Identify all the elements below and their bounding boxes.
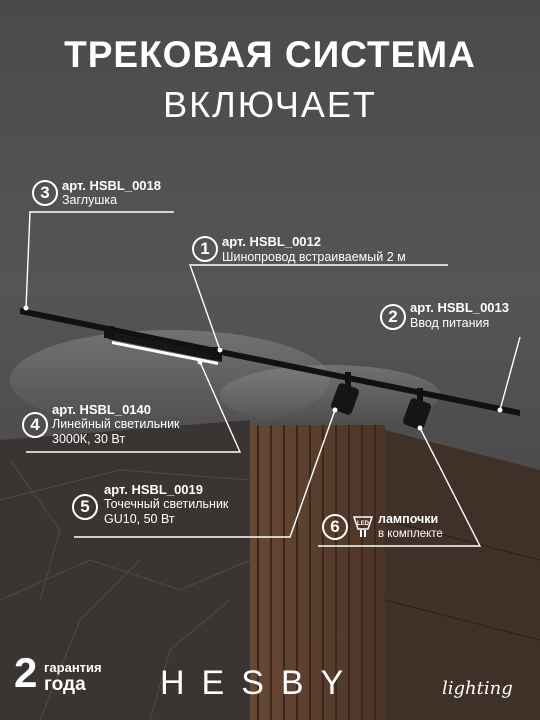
callout-description: Шинопровод встраиваемый 2 м <box>222 250 406 264</box>
callout-number: 4 <box>22 412 48 438</box>
brand-subtitle: lighting <box>442 678 513 699</box>
warranty-years: года <box>44 674 86 695</box>
callout-number: 6 <box>322 514 348 540</box>
callout-article: арт. HSBL_0012 <box>222 234 321 249</box>
callout-description: Заглушка <box>62 193 118 207</box>
callout-description-line1: Линейный светильник <box>52 417 180 431</box>
callout-number: 1 <box>192 236 218 262</box>
linear-light-mount <box>104 326 114 338</box>
warranty-number: 2 <box>14 649 38 696</box>
led-bulb-icon <box>352 515 374 539</box>
callout-article: арт. HSBL_0140 <box>52 402 151 417</box>
callout-number: 2 <box>380 304 406 330</box>
callout-description: Ввод питания <box>410 316 490 330</box>
brand-logo: HESBY <box>160 664 361 702</box>
callout-article: арт. HSBL_0013 <box>410 300 509 315</box>
callout-article: арт. HSBL_0018 <box>62 178 161 193</box>
callout-description-line2: 3000К, 30 Вт <box>52 432 126 446</box>
title-line-1: ТРЕКОВАЯ СИСТЕМА <box>64 34 476 75</box>
right-wall <box>385 430 540 720</box>
callout-description: в комплекте <box>378 528 443 540</box>
callout-number: 3 <box>32 180 58 206</box>
callout-description-line1: Точечный светильник <box>104 497 229 511</box>
callout-number: 5 <box>72 494 98 520</box>
warranty-label: гарантия <box>44 660 102 675</box>
callout-description-line2: GU10, 50 Вт <box>104 512 175 526</box>
title-line-2: ВКЛЮЧАЕТ <box>163 84 377 125</box>
callout-article: арт. HSBL_0019 <box>104 482 203 497</box>
callout-article: лампочки <box>378 512 439 526</box>
led-icon-label: LED <box>357 521 369 527</box>
